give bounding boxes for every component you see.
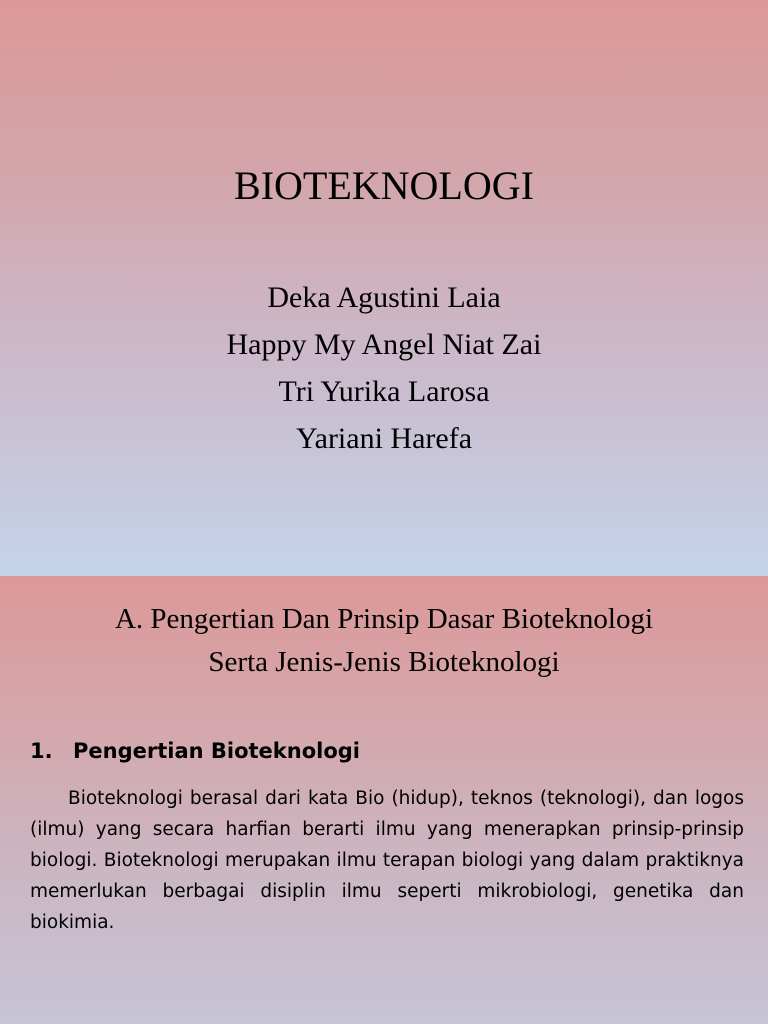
section-title — [30, 736, 360, 766]
author-name: Deka Agustini Laia — [267, 281, 501, 314]
slide-heading — [0, 598, 768, 684]
content-slide — [0, 576, 768, 1024]
definition-paragraph: Bioteknologi berasal dari kata Bio (hidup), teknos (teknologi), dan logos (ilmu) yang secara harfian berarti ilmu yang menerapkan prinsip-prinsip biologi. Bioteknologi merupakan ilmu terapan biologi yang dalam praktiknya memerlukan berbagai disiplin ilmu seperti mikrobiologi, genetika dan biokimia. — [30, 788, 744, 933]
heading-line: Serta Jenis-Jenis Bioteknologi — [208, 646, 560, 678]
presentation-title: BIOTEKNOLOGI — [234, 163, 534, 208]
section-number: 1. — [30, 739, 53, 763]
author-name: Yariani Harefa — [295, 422, 473, 455]
author-name: Tri Yurika Larosa — [278, 375, 490, 408]
section-title-text: Pengertian Bioteknologi — [73, 739, 360, 763]
author-name: Happy My Angel Niat Zai — [226, 328, 542, 361]
heading-line: A. Pengertian Dan Prinsip Dasar Bioteknologi — [114, 603, 654, 635]
author-list — [0, 274, 768, 462]
